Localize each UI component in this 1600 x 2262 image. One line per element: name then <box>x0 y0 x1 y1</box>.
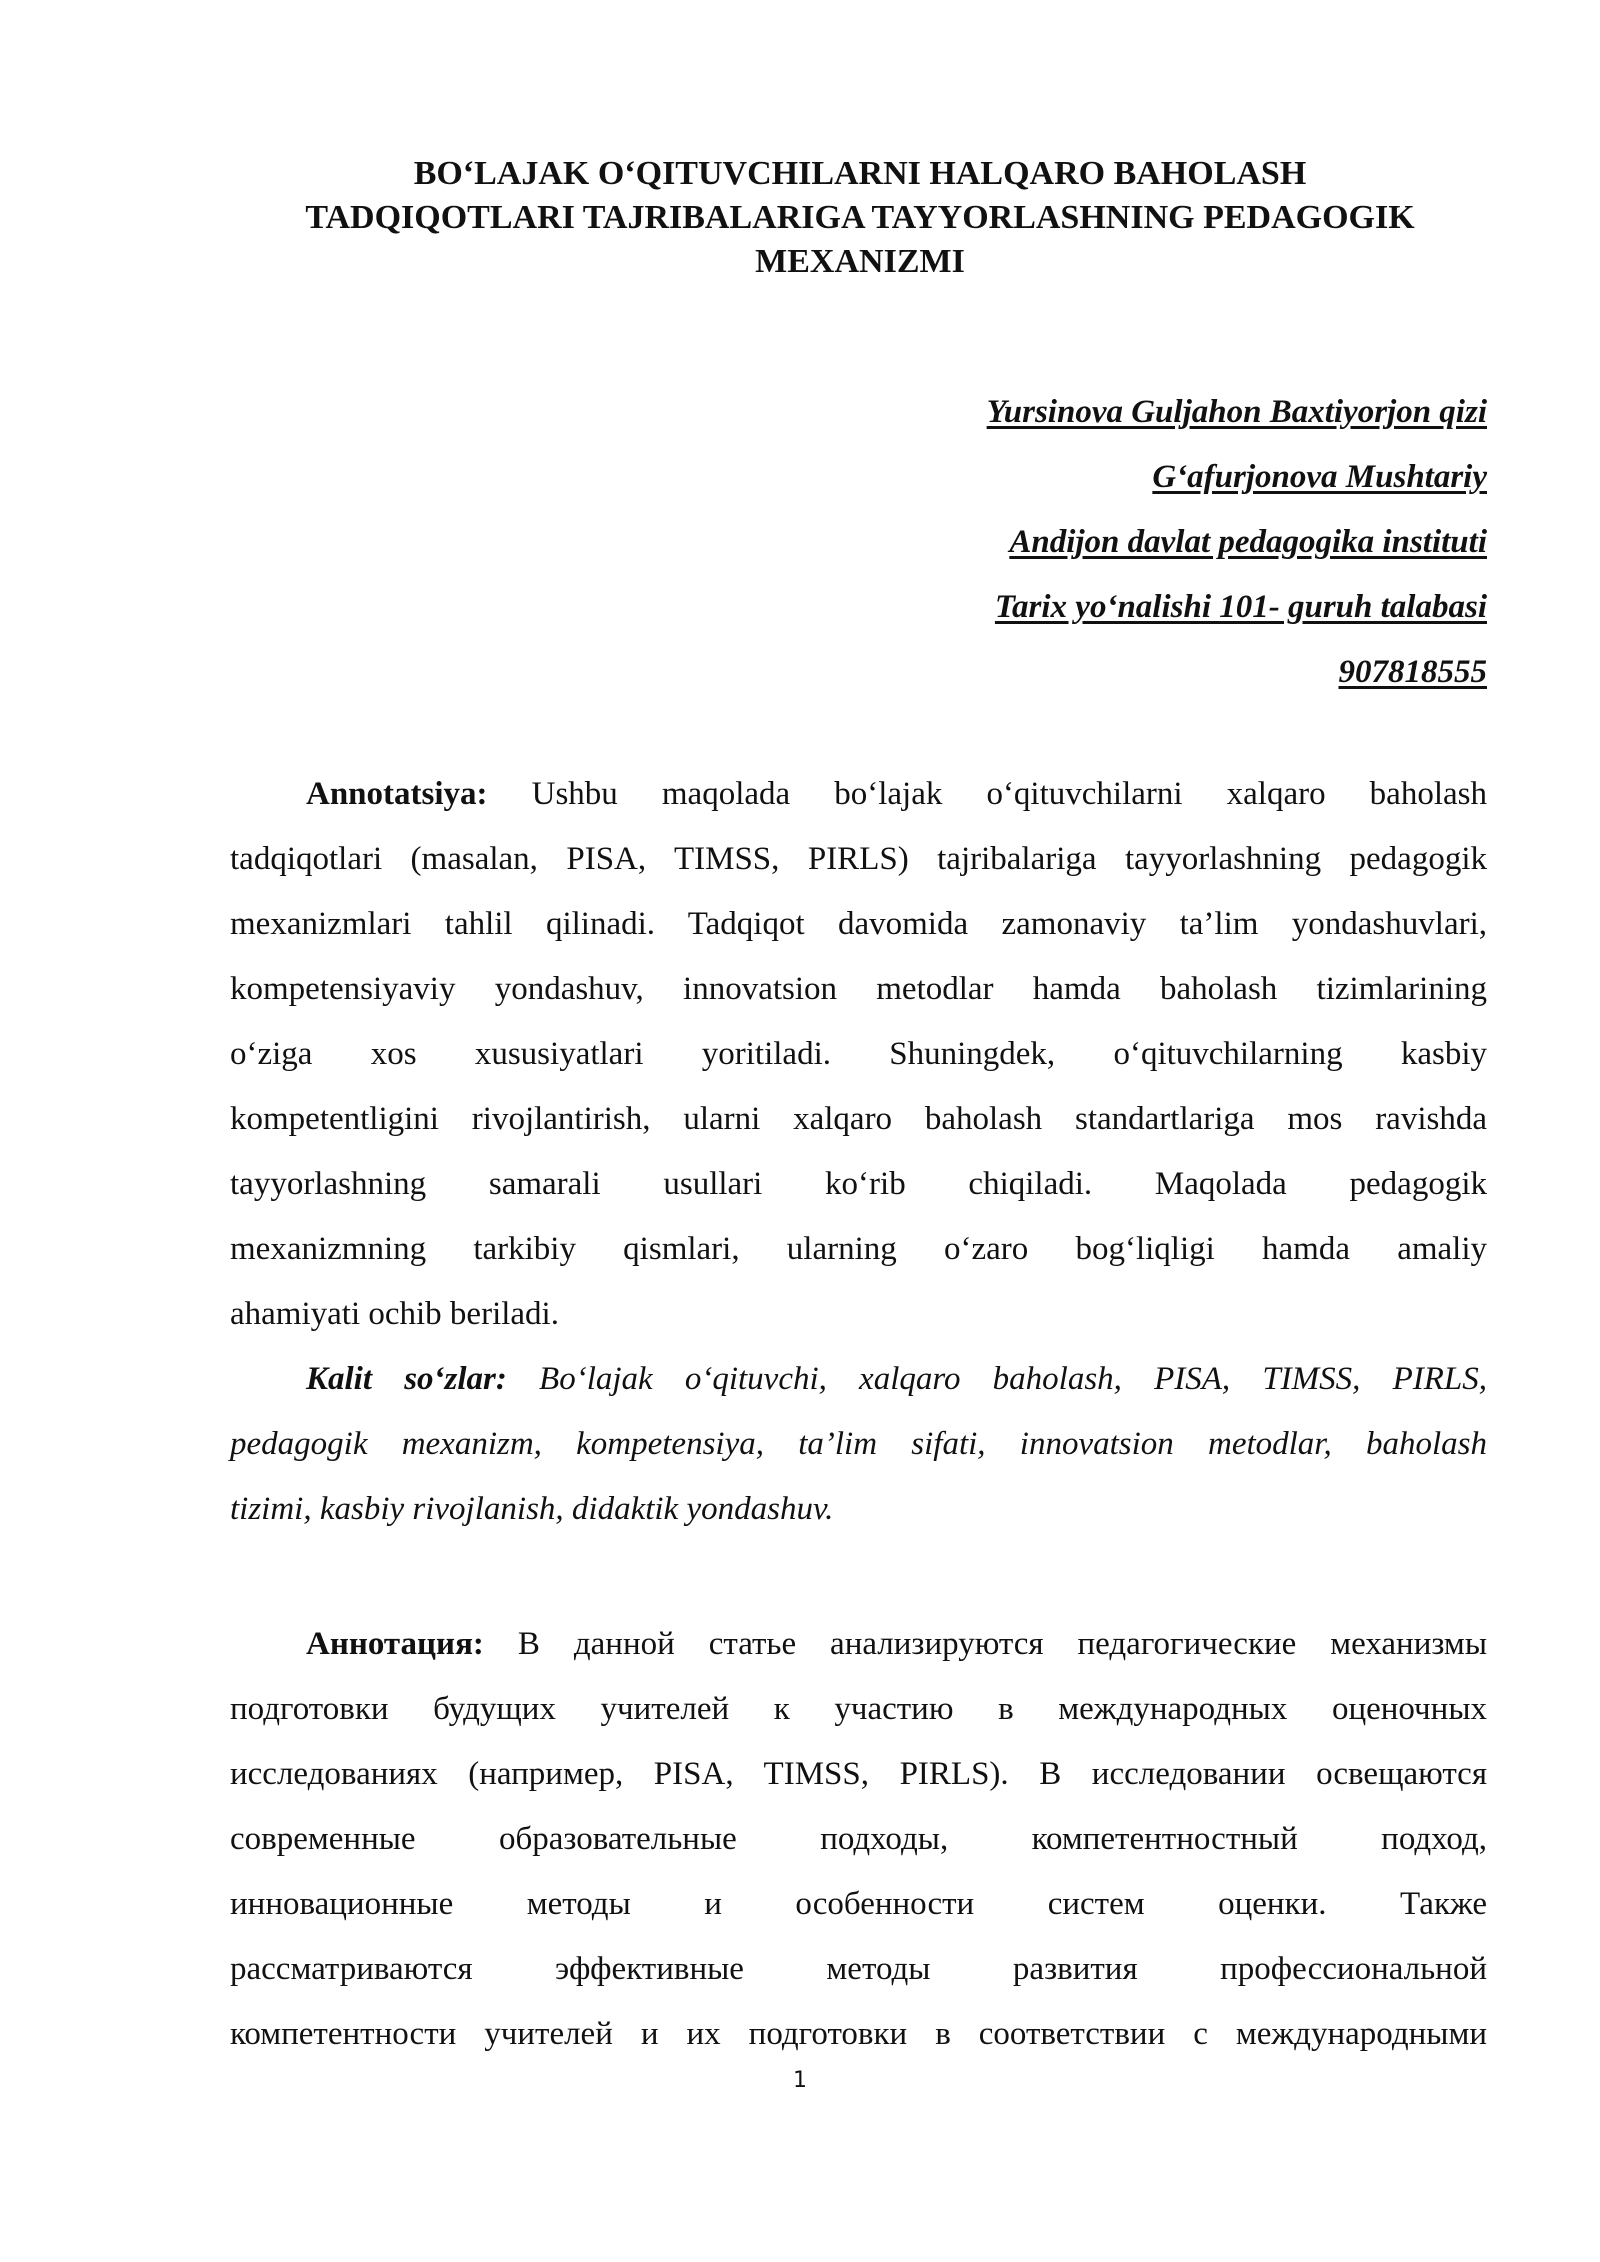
keywords-text: Bo‘lajak o‘qituvchi, xalqaro baholash, PISA, TIMSS, PIRLS, <box>506 1361 1487 1397</box>
abstract-line: kompetensiyaviy yondashuv, innovatsion metodlar hamda baholash tizimlarining <box>230 971 1487 1007</box>
abstract-line: исследованиях (например, PISA, TIMSS, PIRLS). В исследовании освещаются <box>230 1756 1487 1792</box>
keywords-line <box>230 1347 1487 1412</box>
page-number: 1 <box>793 2068 807 2093</box>
abstract-line: современные образовательные подходы, компетентностный подход, <box>230 1821 1487 1857</box>
abstract-line: tayyorlashning samarali usullari ko‘rib chiqiladi. Maqolada pedagogik <box>230 1166 1487 1202</box>
abstract-line: mexanizmlari tahlil qilinadi. Tadqiqot davomida zamonaviy ta’lim yondashuvlari, <box>230 906 1487 942</box>
abstract-line: o‘ziga xos xususiyatlari yoritiladi. Shuningdek, o‘qituvchilarning kasbiy <box>230 1036 1487 1072</box>
abstract-line: mexanizmning tarkibiy qismlari, ularning o‘zaro bog‘liqligi hamda amaliy <box>230 1231 1487 1267</box>
abstract-line: kompetentligini rivojlantirish, ularni xalqaro baholash standartlariga mos ravishda <box>230 1101 1487 1137</box>
abstract-label: Аннотация: <box>306 1626 484 1662</box>
abstract-ru <box>230 1612 1487 2067</box>
author-block <box>987 380 1487 705</box>
keywords-line: pedagogik mexanizm, kompetensiya, ta’lim sifati, innovatsion metodlar, baholash <box>230 1426 1487 1462</box>
author-group: Tarix yo‘nalishi 101- guruh talabasi <box>994 589 1487 625</box>
keywords-label: Kalit so‘zlar: <box>306 1361 507 1397</box>
title-line: TADQIQOTLARI TAJRIBALARIGA TAYYORLASHNING PEDAGOGIK <box>305 199 1415 236</box>
author-name: G‘afurjonova Mushtariy <box>1152 459 1487 495</box>
abstract-line <box>230 762 1487 827</box>
abstract-label: Annotatsiya: <box>306 776 488 812</box>
abstract-line <box>230 1612 1487 1677</box>
abstract-line: подготовки будущих учителей к участию в международных оценочных <box>230 1691 1487 1727</box>
title-line: BO‘LAJAK O‘QITUVCHILARNI HALQARO BAHOLASH <box>413 155 1307 192</box>
paper-title <box>230 152 1490 284</box>
keywords-uz <box>230 1347 1487 1542</box>
abstract-text: В данной статье анализируются педагогические механизмы <box>483 1626 1487 1662</box>
author-name: Yursinova Guljahon Baxtiyorjon qizi <box>986 394 1487 430</box>
abstract-line: рассматриваются эффективные методы развития профессиональной <box>230 1951 1487 1987</box>
author-institution: Andijon davlat pedagogika instituti <box>1009 524 1487 560</box>
abstract-line: компетентности учителей и их подготовки в соответствии с международными <box>230 2016 1487 2052</box>
author-phone: 907818555 <box>1338 654 1487 690</box>
title-line: MEXANIZMI <box>755 243 965 280</box>
abstract-line: ahamiyati ochib beriladi. <box>230 1296 559 1332</box>
keywords-line: tizimi, kasbiy rivojlanish, didaktik yondashuv. <box>230 1491 834 1527</box>
abstract-text: Ushbu maqolada bo‘lajak o‘qituvchilarni xalqaro baholash <box>487 776 1487 812</box>
abstract-line: инновационные методы и особенности систем оценки. Также <box>230 1886 1487 1922</box>
abstract-line: tadqiqotlari (masalan, PISA, TIMSS, PIRLS) tajribalariga tayyorlashning pedagogik <box>230 841 1487 877</box>
abstract-uz <box>230 762 1487 1347</box>
